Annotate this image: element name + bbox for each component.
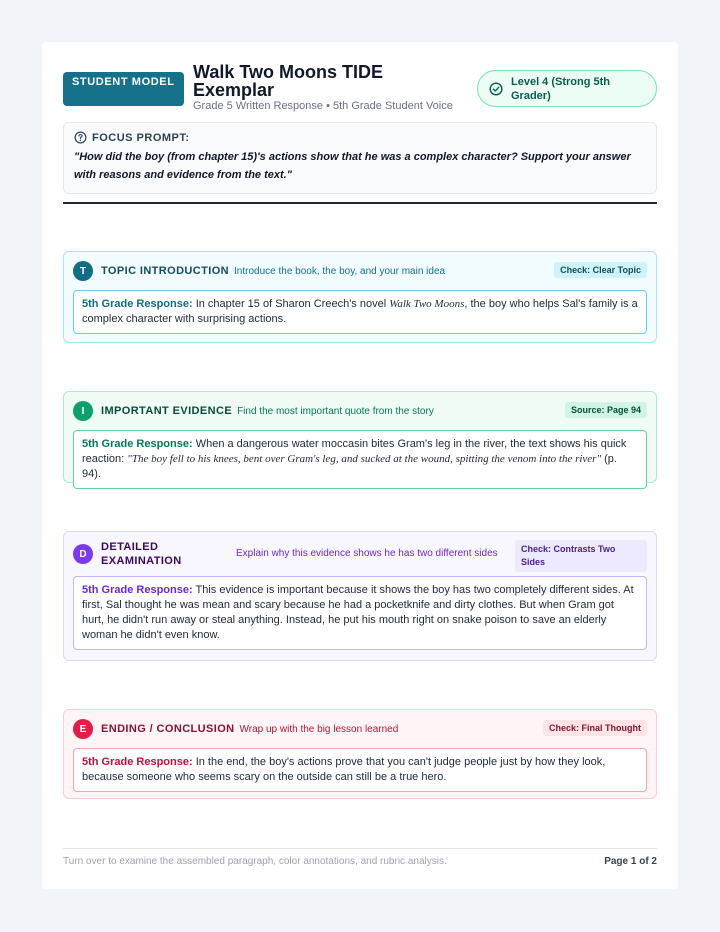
check-badge: Check: Final Thought <box>543 720 647 736</box>
section-detailed-examination <box>63 531 657 661</box>
page-title: Walk Two Moons TIDE Exemplar <box>193 62 383 100</box>
section-hint: Introduce the book, the boy, and your main idea <box>234 265 446 277</box>
section-title: ENDING / CONCLUSION <box>101 723 235 735</box>
section-ending-conclusion <box>63 709 657 799</box>
section-hint: Find the most important quote from the story <box>237 405 434 417</box>
response-text: In chapter 15 of Sharon Creech's novel <box>195 298 387 310</box>
response-box <box>73 430 647 489</box>
response-text: This evidence is important because it shows the boy has two completely different sides. At first, Sal thought he was mean and scary because he had a pocketknife and dirty clothes. But when Gram got hurt, he didn't run away or steal anything. Instead, he put his mouth right on snake poison to save an elderly woman he didn't even know. <box>82 584 634 641</box>
section-hint: Wrap up with the big lesson learned <box>239 723 399 735</box>
page-number-text: Page 1 of 2 <box>604 856 657 867</box>
check-badge: Check: Contrasts Two Sides <box>515 540 647 572</box>
section-letter-badge: E <box>73 719 93 739</box>
header-divider <box>63 202 657 204</box>
section-hint: Explain why this evidence shows he has two different sides <box>236 548 498 559</box>
response-text: In the end, the boy's actions prove that you can't judge people just by how they look, because someone who seems scary on the outside can still be a true hero. <box>82 756 606 783</box>
section-important-evidence <box>63 391 657 483</box>
focus-prompt-text: "How did the boy (from chapter 15)'s actions show that he was a complex character? Support your answer with reasons and evidence from the text." <box>74 151 631 181</box>
source-badge: Source: Page 94 <box>565 402 647 418</box>
section-letter-badge: T <box>73 261 93 281</box>
book-title: Walk Two Moons <box>389 298 465 310</box>
section-title: TOPIC INTRODUCTION <box>101 265 229 277</box>
response-label: 5th Grade Response: <box>82 756 193 768</box>
response-text-cont: , the boy who helps Sal's family is a complex character with surprising actions. <box>82 298 638 325</box>
response-text: When a dangerous water moccasin bites Gram's leg in the river, the text shows his quick reaction: <box>82 438 627 465</box>
evidence-quote: "The boy fell to his knees, bent over Gram's leg, and sucked at the wound, spitting the venom into the river" <box>127 453 602 465</box>
response-label: 5th Grade Response: <box>82 438 193 450</box>
section-topic-introduction <box>63 251 657 343</box>
question-circle-icon <box>74 131 87 144</box>
response-box <box>73 576 647 650</box>
section-letter-badge: I <box>73 401 93 421</box>
worksheet-page <box>42 42 678 889</box>
focus-prompt-heading: FOCUS PROMPT: <box>92 131 190 144</box>
response-label: 5th Grade Response: <box>82 584 193 596</box>
page-citation: (p. 94). <box>82 453 617 480</box>
level-badge <box>477 70 657 107</box>
page-subtitle: Grade 5 Written Response • 5th Grade Student Voice <box>193 100 453 112</box>
section-title: DETAILED EXAMINATION <box>101 541 182 567</box>
response-box <box>73 748 647 792</box>
footer-note: Turn over to examine the assembled paragraph, color annotations, and rubric analysis. <box>63 856 447 867</box>
response-box <box>73 290 647 334</box>
focus-prompt-box <box>63 122 657 194</box>
student-model-badge: STUDENT MODEL <box>63 72 184 106</box>
footer-divider <box>63 848 657 849</box>
section-title: IMPORTANT EVIDENCE <box>101 405 233 417</box>
page-number <box>604 856 657 867</box>
section-letter-badge: D <box>73 544 93 564</box>
response-label: 5th Grade Response: <box>82 298 193 310</box>
level-label: Level 4 (Strong 5th Grader) <box>511 75 611 102</box>
check-badge: Check: Clear Topic <box>554 262 647 278</box>
check-circle-icon <box>489 82 503 96</box>
